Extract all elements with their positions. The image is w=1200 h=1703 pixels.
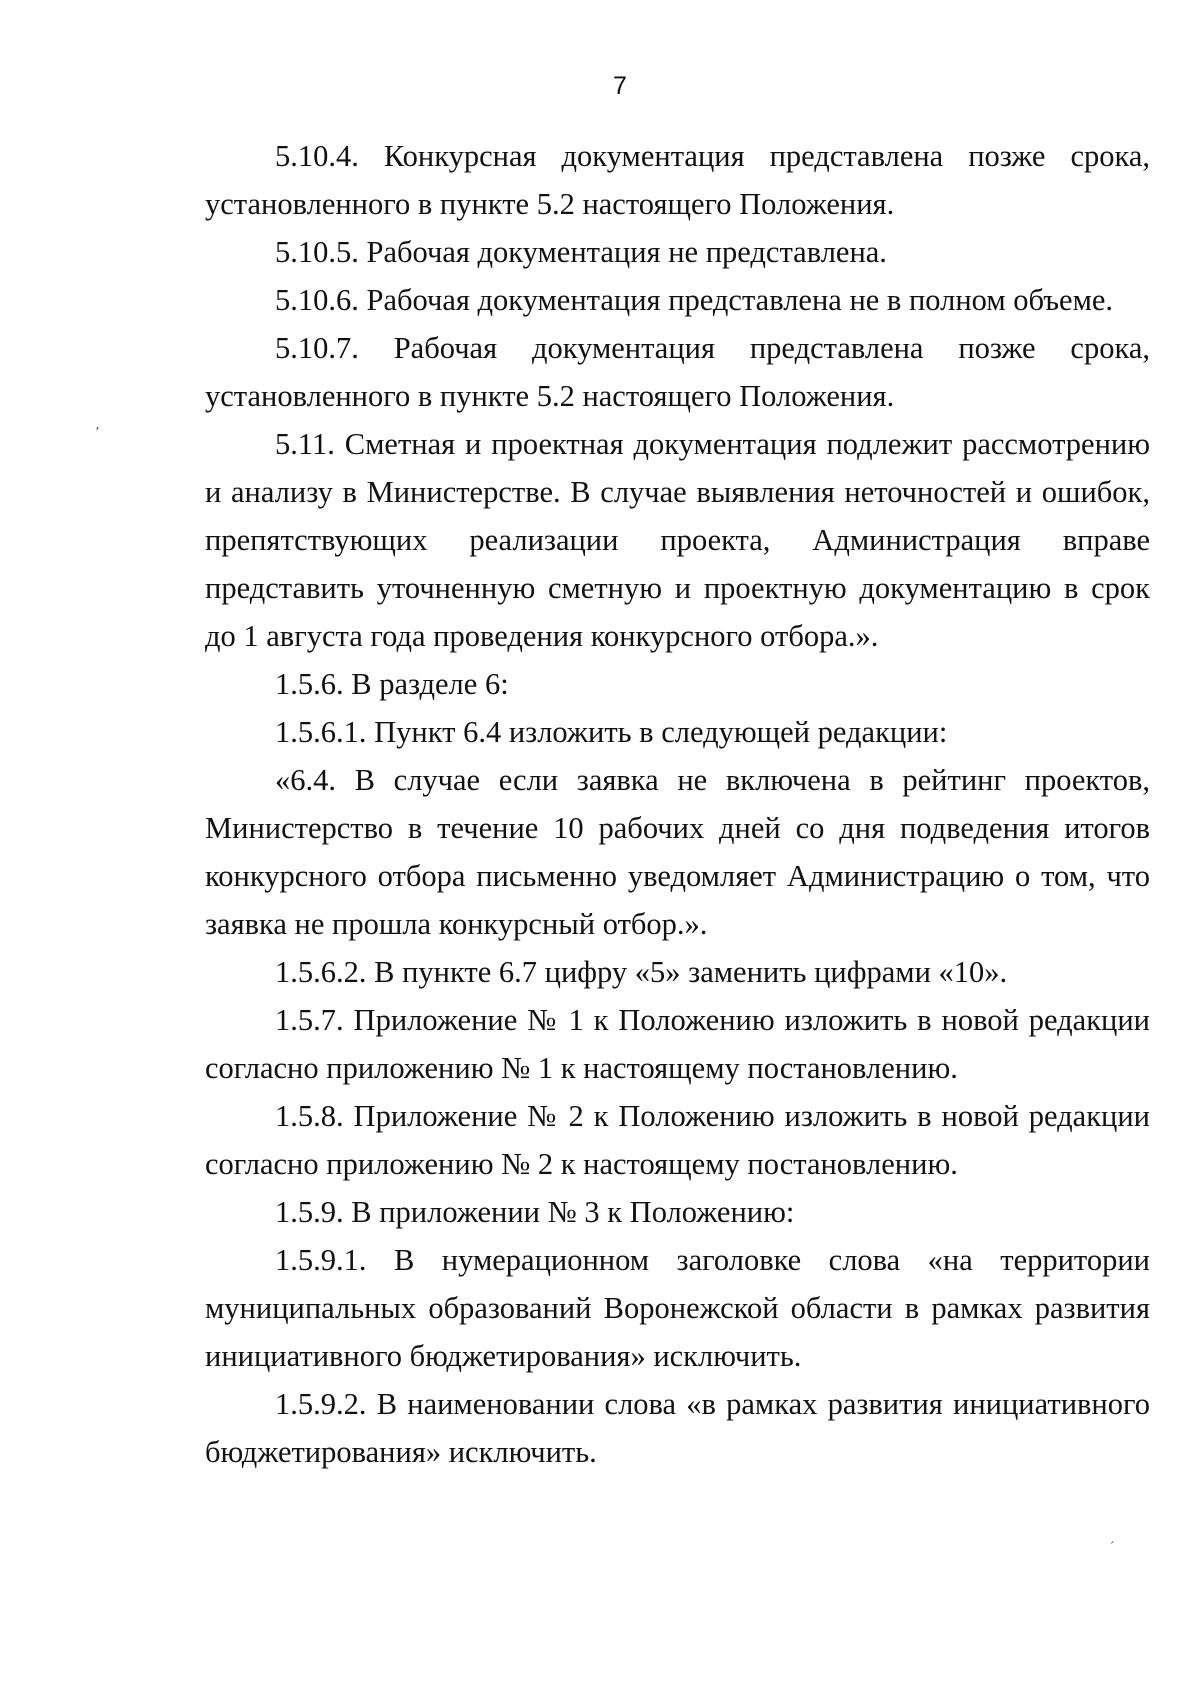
paragraph-1-5-9-1: 1.5.9.1. В нумерационном заголовке слова «на территории муниципальных образований Воронежской области в рамках развития инициативного бюджетирования» исключить. — [205, 1243, 1150, 1373]
paragraph-6-4-quote: «6.4. В случае если заявка не включена в рейтинг проектов, Министерство в течение 10 рабочих дней со дня подведения итогов конкурсного отбора письменно уведомляет Администрацию о том, что заявка не прошла конкурсный отбор.». — [205, 763, 1150, 941]
paragraph-5-10-5: 5.10.5. Рабочая документация не представлена. — [275, 235, 887, 269]
paragraph-1-5-7: 1.5.7. Приложение № 1 к Положению изложить в новой редакции согласно приложению № 1 к настоящему постановлению. — [205, 1003, 1150, 1085]
paragraph-1-5-9: 1.5.9. В приложении № 3 к Положению: — [275, 1195, 795, 1229]
paragraph-1-5-9-2: 1.5.9.2. В наименовании слова «в рамках развития инициативного бюджетирования» исключить. — [205, 1387, 1150, 1469]
paragraph-5-10-4: 5.10.4. Конкурсная документация представлена позже срока, установленного в пункте 5.2 настоящего Положения. — [205, 139, 1150, 221]
scan-speck: ʼ — [95, 425, 100, 440]
page-number: 7 — [613, 72, 627, 100]
paragraph-5-10-7: 5.10.7. Рабочая документация представлена позже срока, установленного в пункте 5.2 настоящего Положения. — [205, 331, 1150, 413]
document-body — [205, 132, 1150, 1476]
paragraph-5-10-6: 5.10.6. Рабочая документация представлена не в полном объеме. — [275, 283, 1114, 317]
paragraph-1-5-6-1: 1.5.6.1. Пункт 6.4 изложить в следующей редакции: — [275, 715, 948, 749]
paragraph-1-5-8: 1.5.8. Приложение № 2 к Положению изложить в новой редакции согласно приложению № 2 к настоящему постановлению. — [205, 1099, 1150, 1181]
paragraph-1-5-6-2: 1.5.6.2. В пункте 6.7 цифру «5» заменить цифрами «10». — [275, 955, 1008, 989]
scan-speck: ´ — [1110, 1540, 1115, 1555]
paragraph-1-5-6: 1.5.6. В разделе 6: — [275, 667, 509, 701]
paragraph-5-11: 5.11. Сметная и проектная документация подлежит рассмотрению и анализу в Министерстве. В случае выявления неточностей и ошибок, препятствующих реализации проекта, Администрация вправе представить уточненную сметную и проектную документацию в срок до 1 августа года проведения конкурсного отбора.». — [205, 427, 1150, 653]
